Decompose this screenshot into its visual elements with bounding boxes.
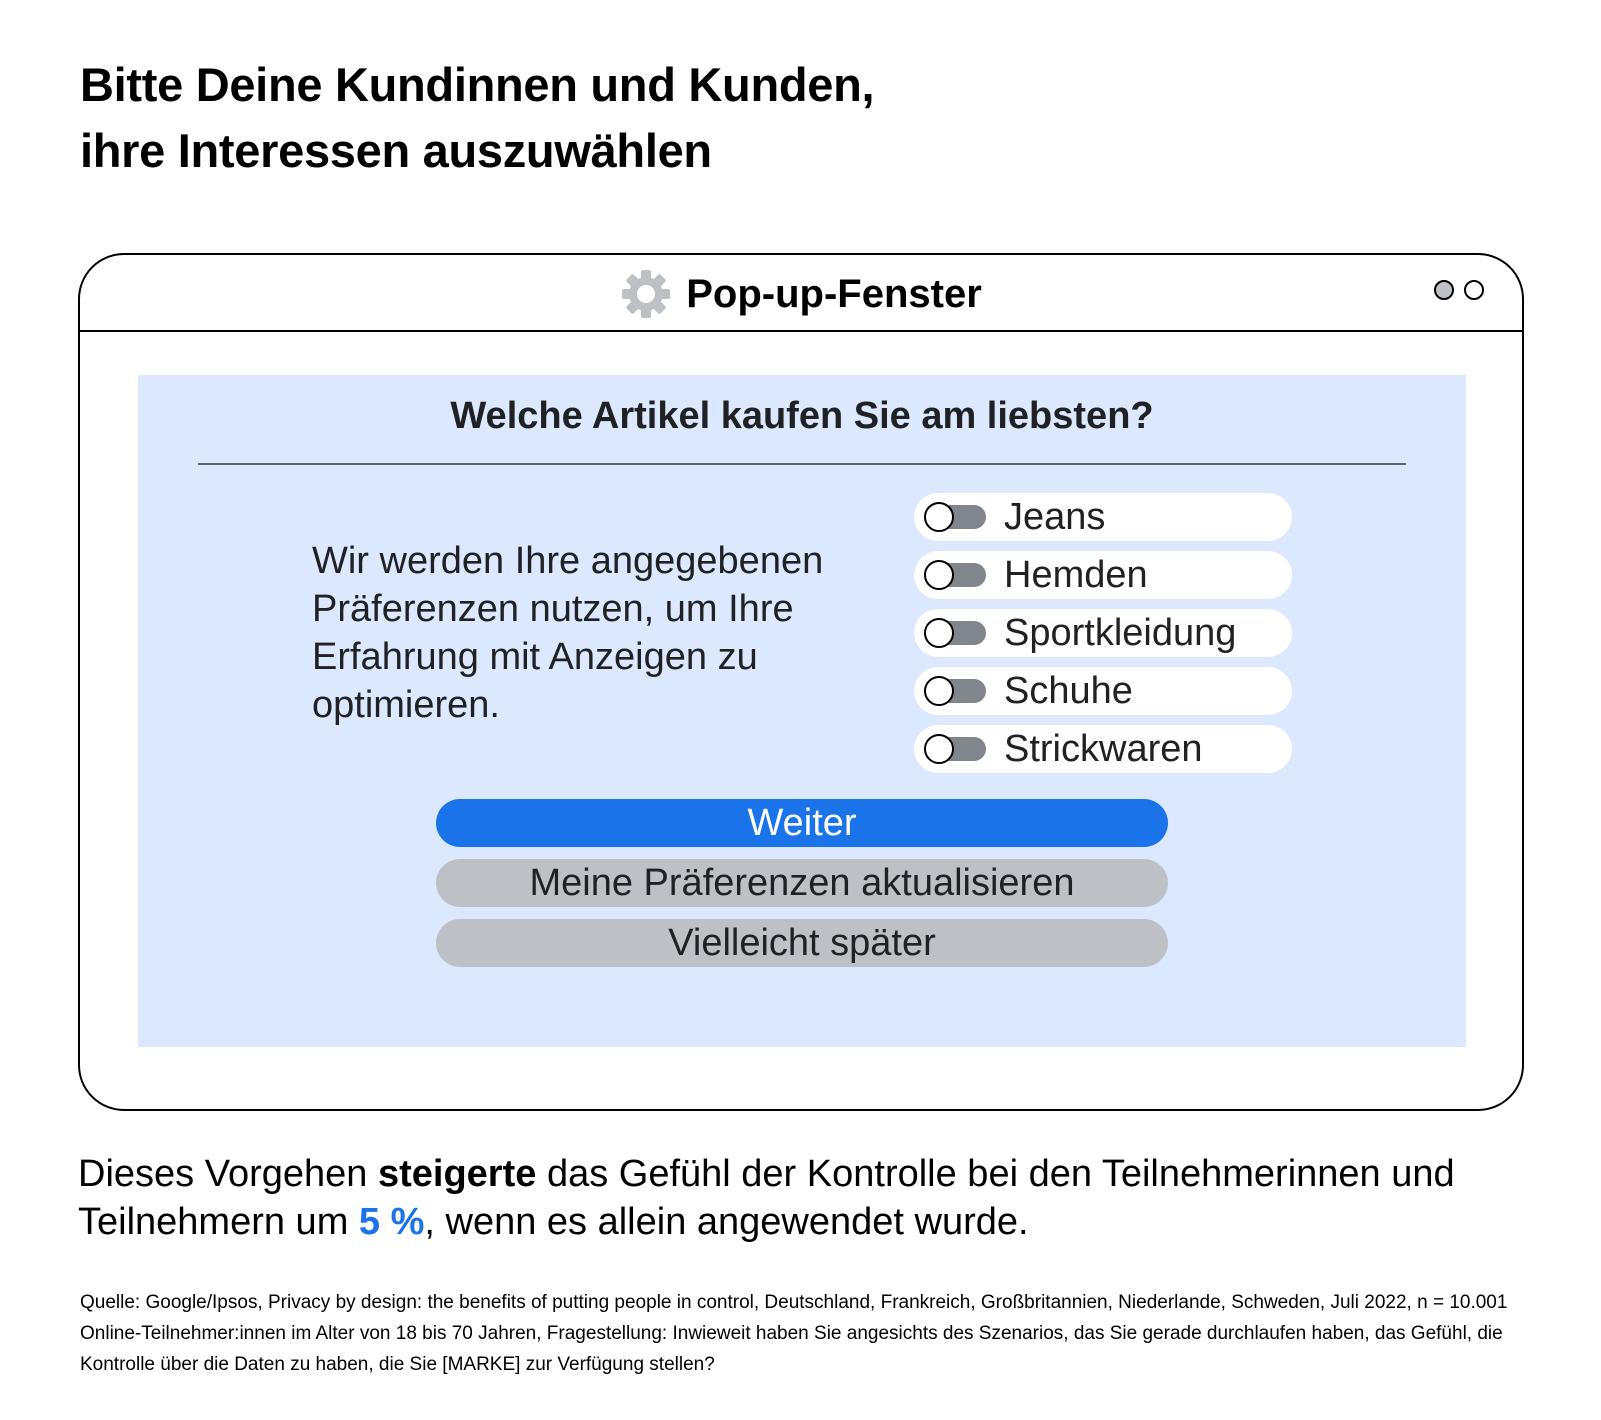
option-jeans[interactable] bbox=[914, 493, 1292, 541]
summary-part-1: Dieses Vorgehen bbox=[78, 1153, 378, 1195]
option-label: Sportkleidung bbox=[1004, 612, 1237, 654]
option-label: Schuhe bbox=[1004, 670, 1133, 712]
interest-options bbox=[914, 493, 1292, 783]
close-dot-icon[interactable] bbox=[1464, 280, 1484, 300]
option-label: Strickwaren bbox=[1004, 728, 1203, 770]
preferences-panel bbox=[138, 375, 1466, 1047]
toggle-switch[interactable] bbox=[924, 677, 986, 705]
headline-line-2: ihre Interessen auszuwählen bbox=[80, 124, 712, 177]
summary-part-2: das Gefühl der Kontrolle bei den Teilnehmerinnen und Teilnehmern um bbox=[78, 1153, 1455, 1243]
minimize-dot-icon[interactable] bbox=[1434, 280, 1454, 300]
gear-icon bbox=[620, 268, 672, 320]
source-footnote: Quelle: Google/Ipsos, Privacy by design: the benefits of putting people in control, Deutschland, Frankreich, Großbritannien, Niederlande, Schweden, Juli 2022, n = 10.001 Online-Teilnehmer:innen im Alter von 18 bis 70 Jahren, Fragestellung: Inwieweit haben Sie angesichts des Szenarios, das Sie gerade durchlaufen haben, das Gefühl, die Kontrolle über die Daten zu haben, die Sie [MARKE] zur Verfügung stellen? bbox=[80, 1292, 1508, 1375]
option-schuhe[interactable] bbox=[914, 667, 1292, 715]
toggle-switch[interactable] bbox=[924, 619, 986, 647]
option-label: Hemden bbox=[1004, 554, 1148, 596]
popup-window bbox=[78, 253, 1524, 1111]
toggle-switch[interactable] bbox=[924, 561, 986, 589]
option-label: Jeans bbox=[1004, 496, 1106, 538]
question-heading: Welche Artikel kaufen Sie am liebsten? bbox=[450, 395, 1154, 437]
summary-part-3: , wenn es allein angewendet wurde. bbox=[424, 1201, 1029, 1243]
continue-button[interactable]: Weiter bbox=[436, 799, 1168, 847]
toggle-switch[interactable] bbox=[924, 735, 986, 763]
option-sportkleidung[interactable] bbox=[914, 609, 1292, 657]
question-divider bbox=[198, 463, 1406, 465]
window-title: Pop-up-Fenster bbox=[686, 271, 982, 316]
option-strickwaren[interactable] bbox=[914, 725, 1292, 773]
summary-bold: steigerte bbox=[377, 1153, 537, 1195]
action-buttons bbox=[436, 799, 1168, 979]
headline bbox=[80, 52, 1180, 184]
window-titlebar bbox=[80, 255, 1522, 332]
description-text: Wir werden Ihre angegebenen Präferenzen nutzen, um Ihre Erfahrung mit Anzeigen zu optimieren. bbox=[312, 540, 824, 726]
option-hemden[interactable] bbox=[914, 551, 1292, 599]
summary-highlight: 5 % bbox=[358, 1201, 425, 1243]
summary-text bbox=[78, 1150, 1558, 1246]
maybe-later-button[interactable]: Vielleicht später bbox=[436, 919, 1168, 967]
update-preferences-button[interactable]: Meine Präferenzen aktualisieren bbox=[436, 859, 1168, 907]
toggle-switch[interactable] bbox=[924, 503, 986, 531]
window-controls bbox=[1434, 280, 1484, 300]
headline-line-1: Bitte Deine Kundinnen und Kunden, bbox=[80, 58, 875, 111]
window-title-group bbox=[80, 263, 1522, 325]
